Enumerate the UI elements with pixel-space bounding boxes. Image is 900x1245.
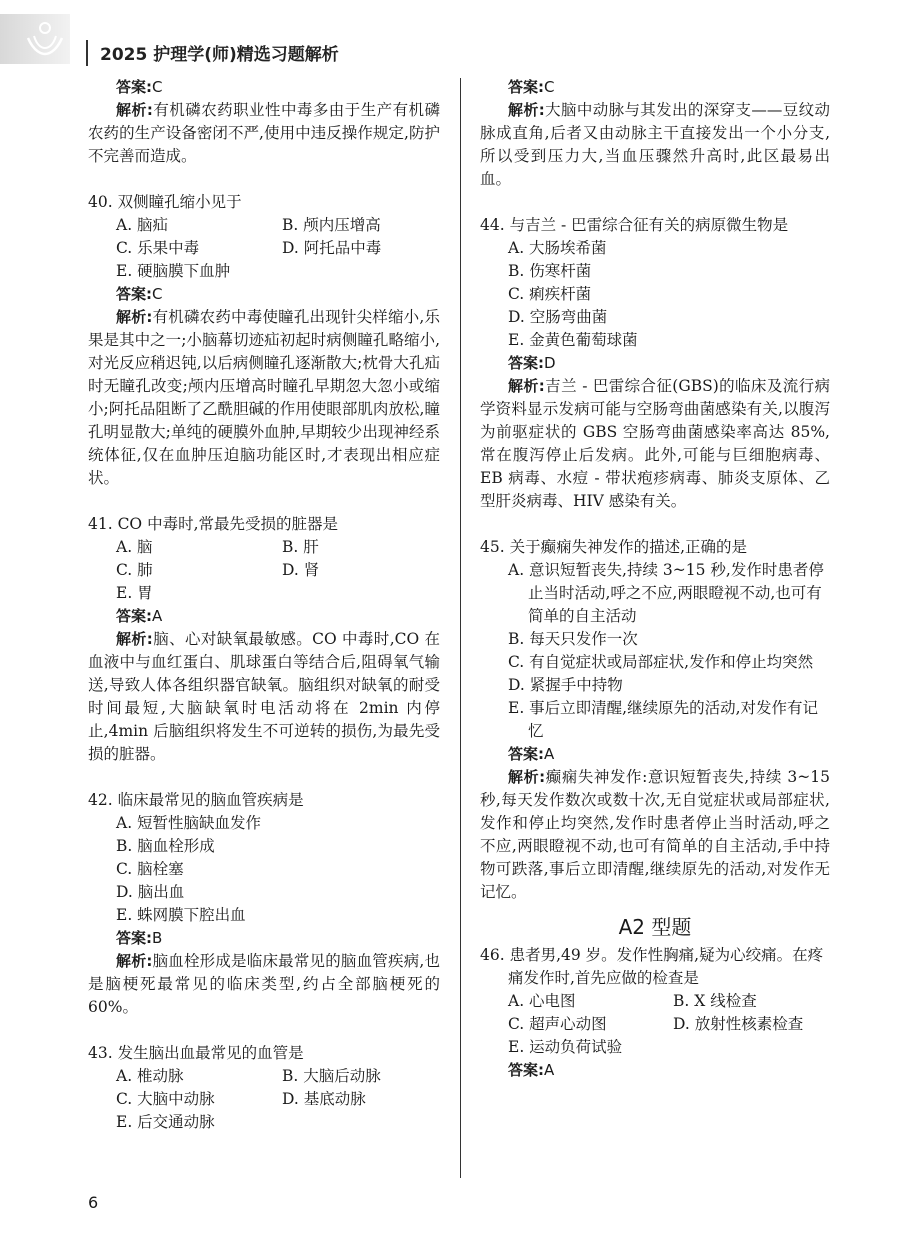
option-d: D. 空肠弯曲菌 (508, 308, 608, 326)
answer-value: A (544, 745, 555, 763)
answer-label: 答案: (508, 354, 544, 372)
option-e: E. 胃 (116, 584, 153, 602)
option-c: C. 大脑中动脉 (116, 1090, 215, 1108)
answer-label: 答案: (116, 929, 152, 947)
question-42 (88, 789, 440, 1019)
question-39-continuation (88, 76, 440, 168)
analysis-text: 脑、心对缺氧最敏感。CO 中毒时,CO 在血液中与血红蛋白、肌球蛋白等结合后,阻碍氧气输送,导致人体各组织器官缺氧。脑组织对缺氧的耐受时间最短,大脑缺氧时电活动将在 2min 内停止,4min 后脑组织将发生不可逆转的损伤,为最先受损的脏器。 (88, 630, 441, 763)
answer-line (480, 352, 830, 375)
answer-label: 答案: (116, 78, 152, 96)
page-header (0, 0, 900, 70)
option-e: E. 金黄色葡萄球菌 (508, 331, 638, 349)
question-stem: 43. 发生脑出血最常见的血管是 (88, 1044, 304, 1062)
nursing-logo-icon (22, 18, 68, 58)
analysis-text: 癫痫失神发作:意识短暂丧失,持续 3~15 秒,每天发作数次或数十次,无自觉症状或局部症状,发作和停止均突然,发作时患者停止当时活动,呼之不应,两眼瞪视不动,也可有简单的自主活动,手中持物可跌落,事后立即清醒,继续原先的活动,对发作无记忆。 (480, 768, 830, 901)
question-stem: 46. 患者男,49 岁。发作性胸痛,疑为心绞痛。在疼痛发作时,首先应做的检查是 (480, 946, 824, 987)
option-b: B. 大脑后动脉 (282, 1067, 381, 1085)
question-stem: 41. CO 中毒时,常最先受损的脏器是 (88, 515, 338, 533)
options (480, 990, 830, 1059)
option-d: D. 阿托品中毒 (282, 239, 382, 257)
answer-value: C (152, 78, 163, 96)
option-d: D. 放射性核素检查 (673, 1015, 804, 1033)
answer-value: C (544, 78, 555, 96)
option-c: C. 乐果中毒 (116, 239, 200, 257)
answer-line (480, 743, 830, 766)
option-a: A. 脑 (116, 538, 153, 556)
option-d: D. 基底动脉 (282, 1090, 366, 1108)
answer-label: 答案: (116, 607, 152, 625)
right-column (480, 76, 830, 1082)
option-a: A. 意识短暂丧失,持续 3~15 秒,发作时患者停止当时活动,呼之不应,两眼瞪视不动,也可有简单的自主活动 (508, 561, 824, 625)
page-number: 6 (88, 1193, 99, 1212)
answer-value: D (544, 354, 556, 372)
analysis-label: 解析: (508, 101, 545, 119)
answer-line (88, 76, 440, 99)
answer-label: 答案: (508, 78, 544, 96)
question-46 (480, 944, 830, 1082)
analysis (88, 628, 440, 766)
answer-value: A (152, 607, 163, 625)
question-40 (88, 191, 440, 490)
option-e: E. 事后立即清醒,继续原先的活动,对发作有记忆 (508, 699, 819, 740)
option-c: C. 痢疾杆菌 (508, 285, 592, 303)
option-b: B. X 线检查 (673, 992, 757, 1010)
option-c: C. 脑栓塞 (116, 860, 184, 878)
option-c: C. 超声心动图 (508, 1015, 607, 1033)
option-d: D. 紧握手中持物 (508, 676, 623, 694)
question-stem: 42. 临床最常见的脑血管疾病是 (88, 791, 304, 809)
option-e: E. 硬脑膜下血肿 (116, 262, 231, 280)
option-a: A. 大肠埃希菌 (508, 239, 607, 257)
options (88, 214, 440, 283)
option-a: A. 心电图 (508, 992, 576, 1010)
question-44 (480, 214, 830, 513)
answer-value: B (152, 929, 163, 947)
question-stem: 40. 双侧瞳孔缩小见于 (88, 193, 242, 211)
analysis (480, 99, 830, 191)
analysis-text: 有机磷农药中毒使瞳孔出现针尖样缩小,乐果是其中之一;小脑幕切迹疝初起时病侧瞳孔略缩小,对光反应稍迟钝,以后病侧瞳孔逐渐散大;枕骨大孔疝时无瞳孔改变;颅内压增高时瞳孔早期忽大忽小或缩小;阿托品阻断了乙酰胆碱的作用使眼部肌肉放松,瞳孔明显散大;单纯的硬膜外血肿,早期较少出现神经系统体征,仅在血肿压迫脑功能区时,才表现出相应症状。 (88, 308, 440, 487)
option-b: B. 脑血栓形成 (116, 837, 215, 855)
book-title: 2025 护理学(师)精选习题解析 (100, 45, 339, 65)
answer-value: C (152, 285, 163, 303)
option-e: E. 蛛网膜下腔出血 (116, 906, 246, 924)
option-e: E. 运动负荷试验 (508, 1038, 623, 1056)
answer-label: 答案: (116, 285, 152, 303)
analysis-label: 解析: (116, 101, 153, 119)
option-e: E. 后交通动脉 (116, 1113, 215, 1131)
analysis-label: 解析: (116, 630, 153, 648)
option-a: A. 脑疝 (116, 216, 169, 234)
answer-line (88, 927, 440, 950)
option-a: A. 椎动脉 (116, 1067, 184, 1085)
analysis (480, 375, 830, 513)
analysis-label: 解析: (116, 952, 153, 970)
answer-line (88, 605, 440, 628)
analysis-label: 解析: (508, 768, 546, 786)
options (480, 559, 830, 743)
column-divider (460, 78, 461, 1178)
option-b: B. 伤寒杆菌 (508, 262, 592, 280)
answer-value: A (544, 1061, 555, 1079)
question-43-continuation (480, 76, 830, 191)
question-43 (88, 1042, 440, 1134)
options (480, 237, 830, 352)
answer-line (480, 76, 830, 99)
option-a: A. 短暂性脑缺血发作 (116, 814, 262, 832)
left-column (88, 76, 440, 1134)
option-b: B. 颅内压增高 (282, 216, 381, 234)
option-d: D. 肾 (282, 561, 320, 579)
options (88, 1065, 440, 1134)
option-c: C. 有自觉症状或局部症状,发作和停止均突然 (508, 653, 814, 671)
answer-label: 答案: (508, 745, 544, 763)
option-b: B. 每天只发作一次 (508, 630, 638, 648)
header-separator (86, 40, 88, 66)
options (88, 536, 440, 605)
question-45 (480, 536, 830, 904)
answer-line (88, 283, 440, 306)
analysis-text: 有机磷农药职业性中毒多由于生产有机磷农药的生产设备密闭不严,使用中违反操作规定,防护不完善而造成。 (88, 101, 440, 165)
option-d: D. 脑出血 (116, 883, 185, 901)
question-stem: 45. 关于癫痫失神发作的描述,正确的是 (480, 538, 748, 556)
analysis (88, 99, 440, 168)
analysis (480, 766, 830, 904)
option-b: B. 肝 (282, 538, 319, 556)
question-stem: 44. 与吉兰 - 巴雷综合征有关的病原微生物是 (480, 216, 789, 234)
options (88, 812, 440, 927)
analysis (88, 306, 440, 490)
question-41 (88, 513, 440, 766)
analysis-label: 解析: (508, 377, 545, 395)
analysis-text: 脑血栓形成是临床最常见的脑血管疾病,也是脑梗死最常见的临床类型,约占全部脑梗死的 60%。 (88, 952, 440, 1016)
analysis-text: 吉兰 - 巴雷综合征(GBS)的临床及流行病学资料显示发病可能与空肠弯曲菌感染有关,以腹泻为前驱症状的 GBS 空肠弯曲菌感染率高达 85%,常在腹泻停止后发病。此外,可能与巨细胞病毒、EB 病毒、水痘 - 带状疱疹病毒、肺炎支原体、乙型肝炎病毒、HIV 感染有关。 (480, 377, 830, 510)
analysis-text: 大脑中动脉与其发出的深穿支——豆纹动脉成直角,后者又由动脉主干直接发出一个小分支,所以受到压力大,当血压骤然升高时,此区最易出血。 (480, 101, 830, 188)
analysis-label: 解析: (116, 308, 153, 326)
answer-line (480, 1059, 830, 1082)
section-heading: A2 型题 (618, 915, 692, 939)
answer-label: 答案: (508, 1061, 544, 1079)
option-c: C. 肺 (116, 561, 153, 579)
analysis (88, 950, 440, 1019)
